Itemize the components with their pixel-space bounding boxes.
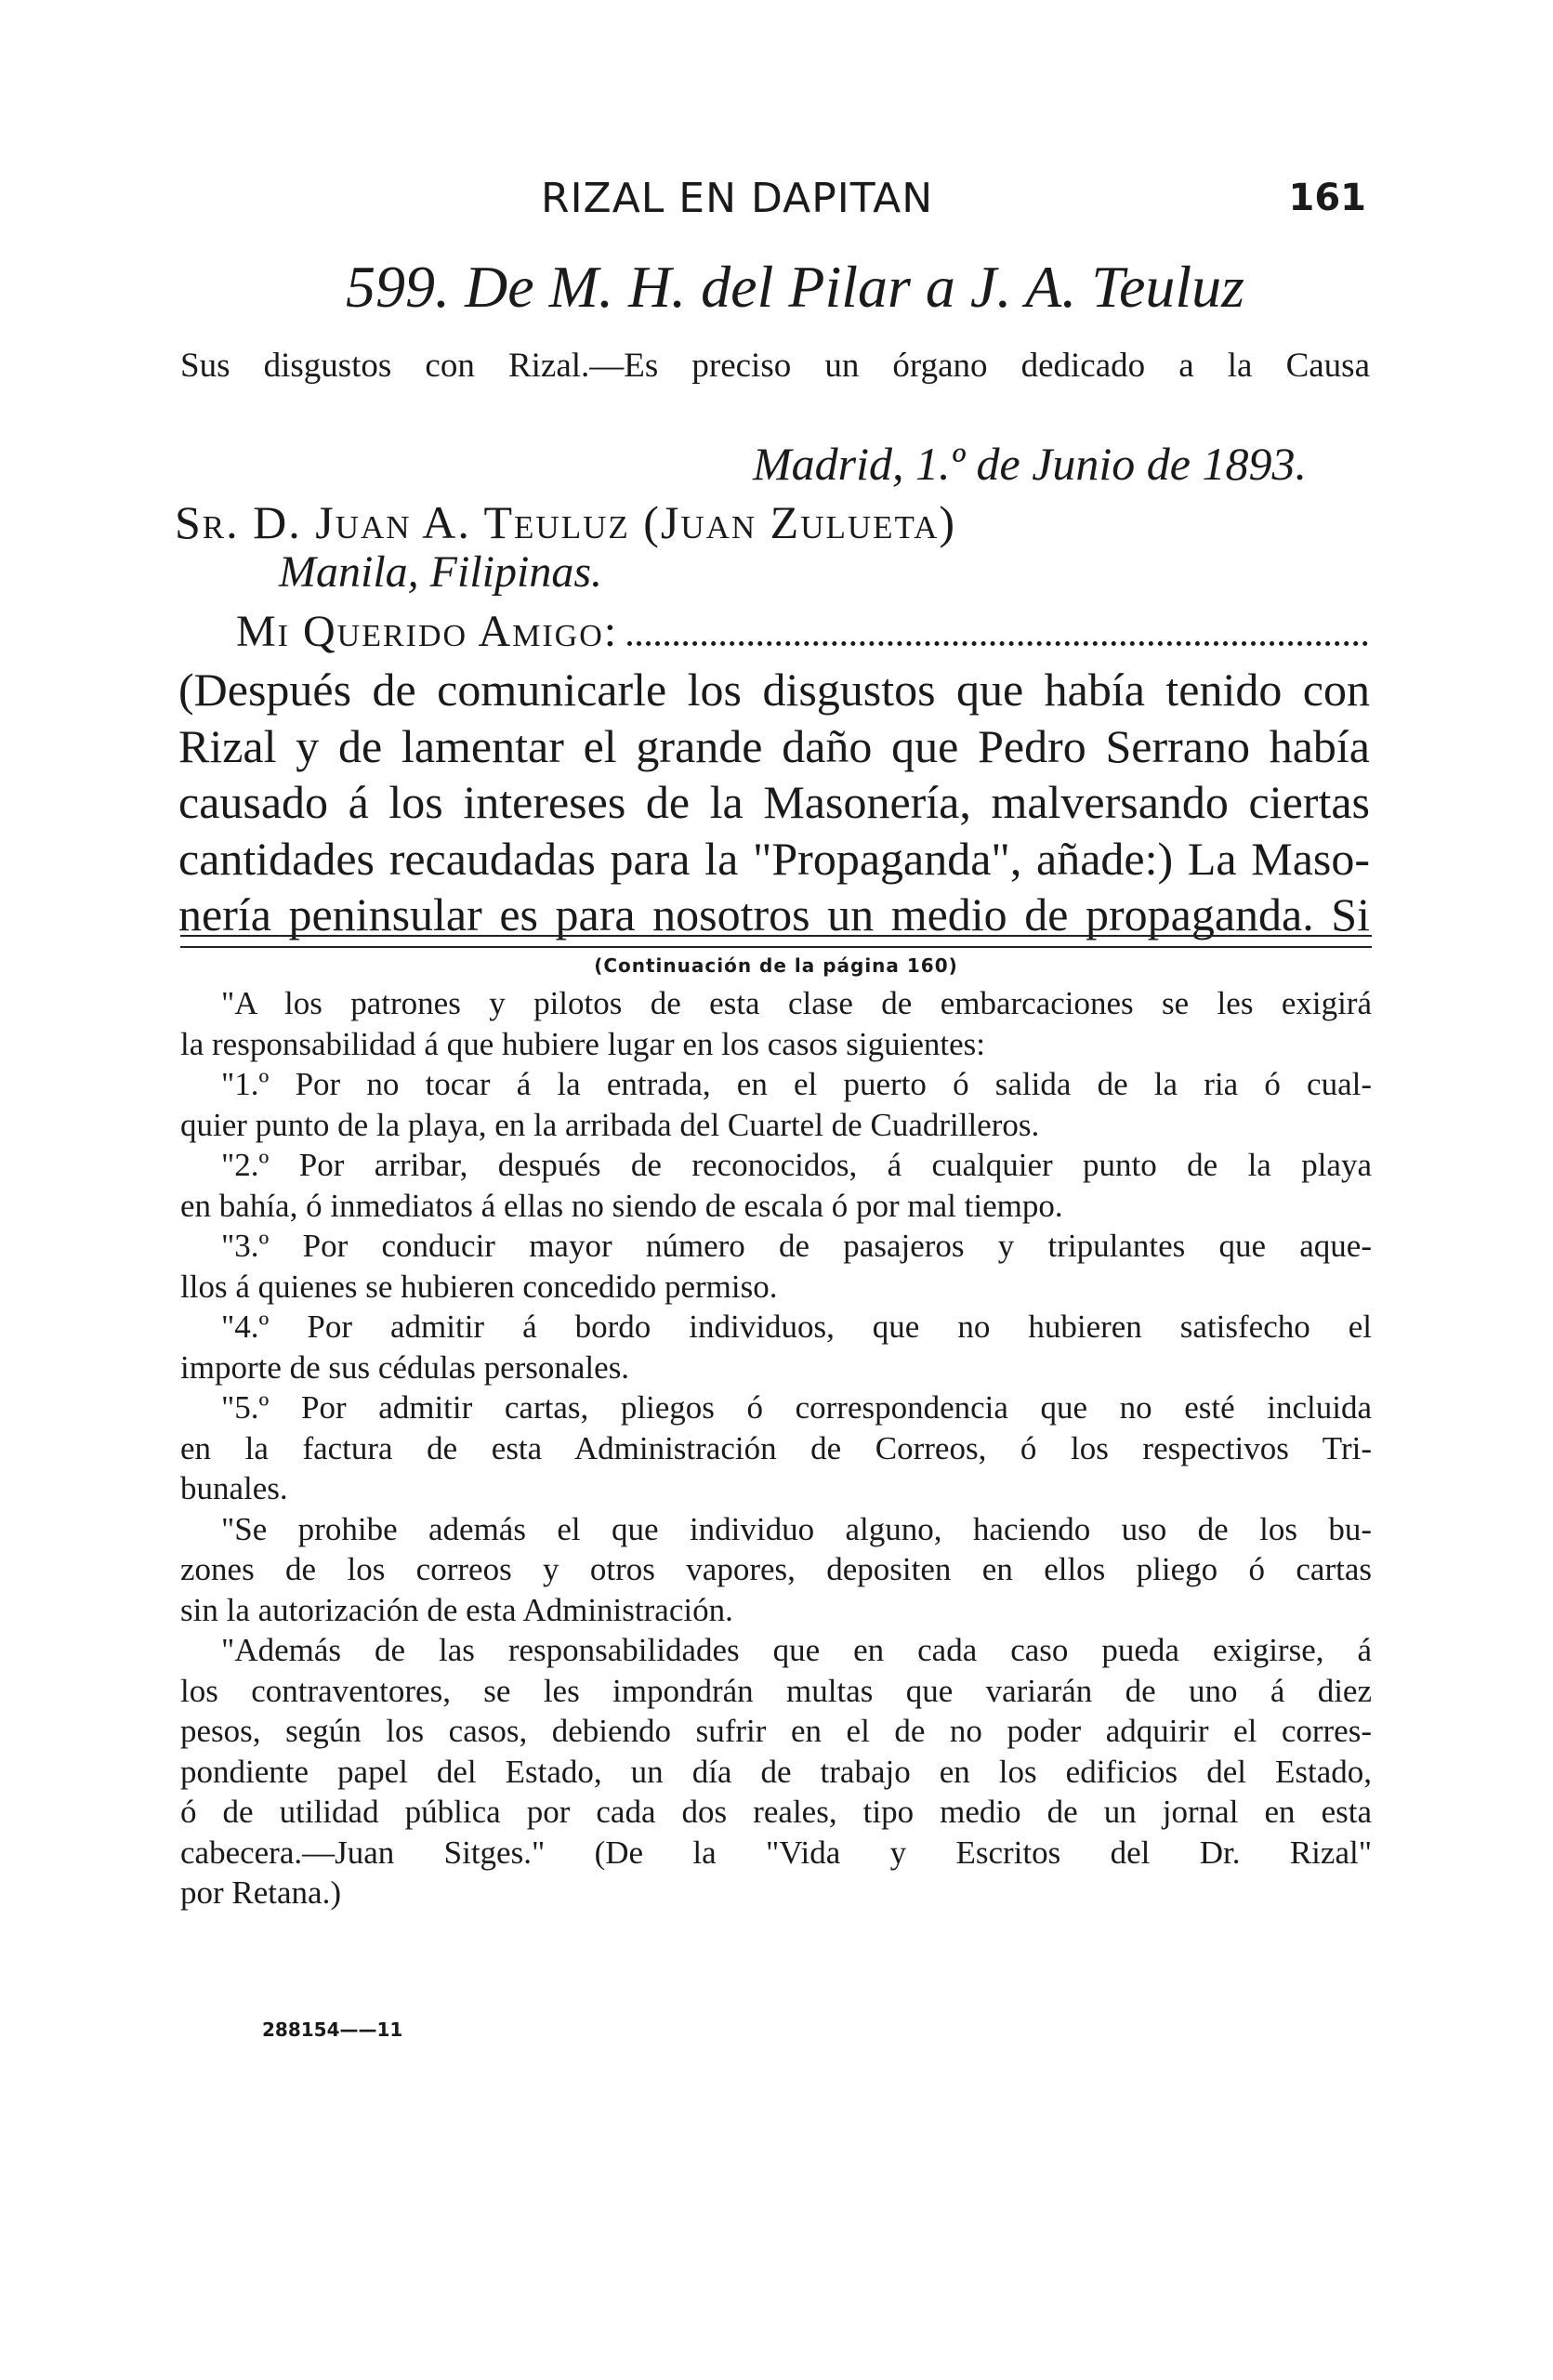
footnote-line: "3.º Por conducir mayor número de pasajeros y tripulantes que aque- (221, 1228, 1372, 1264)
footnote-line: la responsabilidad á que hubiere lugar en los casos siguientes: (180, 1025, 986, 1062)
addressee-name: Sr. D. Juan A. Teuluz (Juan Zulueta) (175, 496, 957, 548)
footnote-line: llos á quienes se hubieren concedido permiso. (180, 1268, 778, 1305)
body-line: cantidades recaudadas para la "Propaganda", añade:) La Maso- (178, 832, 1370, 885)
footnote-line: pesos, según los casos, debiendo sufrir en el de no poder adquirir el corres- (180, 1713, 1372, 1749)
page-header (541, 175, 1366, 230)
footnote-line: "Además de las responsabilidades que en cada caso pueda exigirse, á (221, 1632, 1372, 1668)
running-title: RIZAL EN DAPITAN (541, 175, 934, 222)
footnote-line: zones de los correos y otros vapores, depositen en ellos pliego ó cartas (180, 1551, 1372, 1587)
footnote-line: en la factura de esta Administración de Correos, ó los respectivos Tri- (180, 1429, 1372, 1466)
body-line: causado á los intereses de la Masonería, malversando ciertas (178, 776, 1370, 828)
footnote-line: cabecera.—Juan Sitges." (De la "Vida y Escritos del Dr. Rizal" (180, 1834, 1372, 1871)
addressee-place: Manila, Filipinas. (279, 547, 602, 597)
footnote-line: bunales. (180, 1470, 288, 1506)
footnote-line: "Se prohibe además el que individuo alguno, haciendo uso de los bu- (221, 1510, 1372, 1547)
body-line: (Después de comunicarle los disgustos que había tenido con (178, 664, 1370, 716)
body-line: Rizal y de lamentar el grande daño que Pedro Serrano había (178, 719, 1370, 772)
footnote-line: sin la autorización de esta Administración. (180, 1591, 733, 1628)
footnote-line: ó de utilidad pública por cada dos reales, tipo medio de un jornal en esta (180, 1794, 1372, 1830)
footnote-line: importe de sus cédulas personales. (180, 1348, 630, 1386)
salutation-row (236, 606, 1368, 665)
dateline: Madrid, 1.º de Junio de 1893. (753, 438, 1307, 490)
letter-subtitle: Sus disgustos con Rizal.—Es preciso un órgano dedicado a la Causa (180, 347, 1370, 385)
printer-mark: 288154——11 (262, 2018, 403, 2041)
footnote-line: "4.º Por admitir á bordo individuos, que no hubieren satisfecho el (221, 1308, 1372, 1345)
footnote-line: por Retana.) (180, 1874, 341, 1911)
footnote-divider (180, 946, 1372, 948)
footnote-line: pondiente papel del Estado, un día de trabajo en los edificios del Estado, (180, 1753, 1372, 1790)
salutation: Mi Querido Amigo: (236, 607, 619, 656)
footnote-line: "2.º Por arribar, después de reconocidos, á cualquier punto de la playa (221, 1147, 1372, 1183)
footnote-line: "A los patrones y pilotos de esta clase de embarcaciones se les exigirá (221, 985, 1372, 1021)
footnote-line: los contraventores, se les impondrán multas que variarán de uno á diez (180, 1672, 1372, 1709)
footnote-line: "1.º Por no tocar á la entrada, en el puerto ó salida de la ria ó cual- (221, 1066, 1372, 1102)
continuation-note: (Continuación de la página 160) (594, 954, 958, 977)
body-line: nería peninsular es para nosotros un medio de propaganda. Si (178, 888, 1370, 940)
page-number: 161 (1288, 177, 1366, 219)
footnote-line: en bahía, ó inmediatos á ellas no siendo de escala ó por mal tiempo. (180, 1187, 1063, 1224)
footnote-divider (180, 935, 1372, 937)
footnote-text (180, 983, 1372, 1913)
footnote-line: "5.º Por admitir cartas, pliegos ó correspondencia que no esté incluida (221, 1389, 1372, 1426)
letter-body (178, 662, 1370, 943)
dotted-leader (627, 641, 1368, 646)
footnote-line: quier punto de la playa, en la arribada del Cuartel de Cuadrilleros. (180, 1106, 1040, 1143)
letter-title: 599. De M. H. del Pilar a J. A. Teuluz (346, 254, 1245, 320)
